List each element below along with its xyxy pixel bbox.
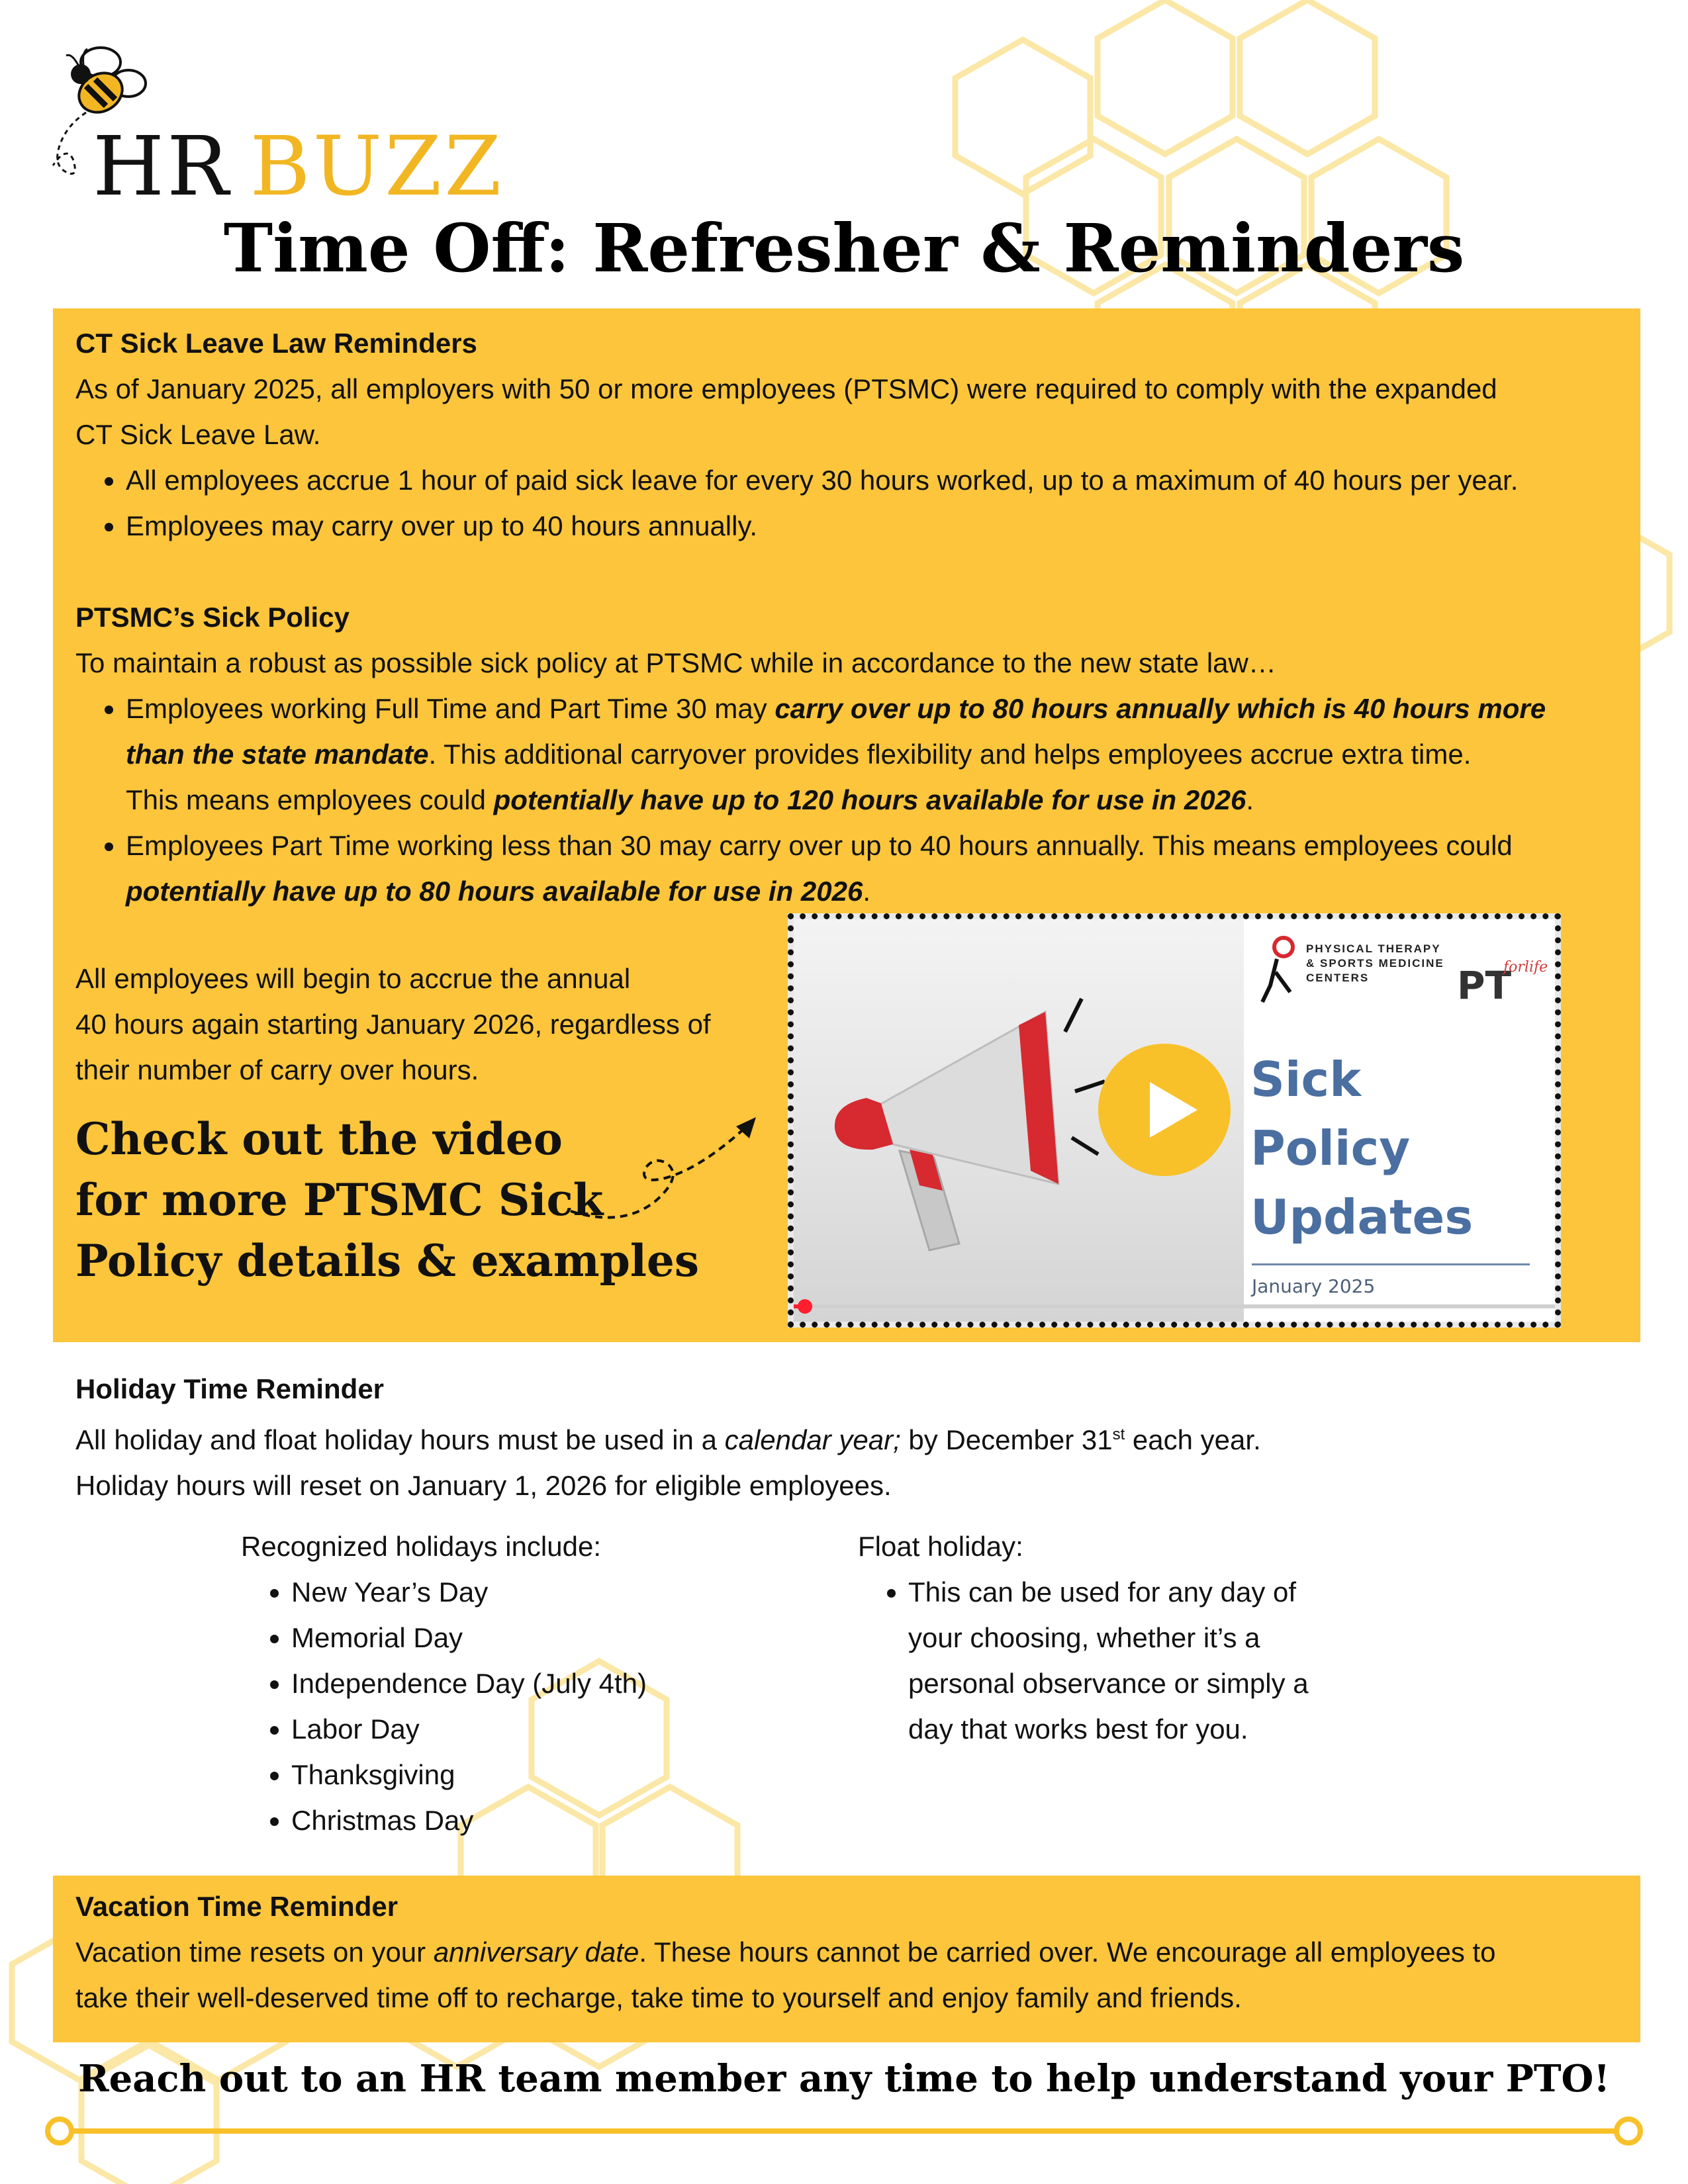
ct-sick-leave-intro-1: As of January 2025, all employers with 50 or more employees (PTSMC) were required to comply with the expanded — [75, 373, 1497, 404]
bullet-text: Employees Part Time working less than 30 may carry over up to 40 hours annually. This means employees could — [126, 830, 1513, 861]
list-item: • Independence Day (July 4th) — [291, 1661, 810, 1706]
recognized-holidays-list — [241, 1569, 810, 1843]
logo-hr: HR — [93, 119, 232, 214]
megaphone-icon — [820, 992, 1111, 1257]
recognized-holidays — [241, 1524, 810, 1843]
holiday-heading: Holiday Time Reminder — [75, 1373, 385, 1404]
divider — [1252, 1263, 1530, 1265]
ct-sick-leave-intro-2: CT Sick Leave Law. — [75, 419, 321, 450]
list-item: • Christmas Day — [291, 1797, 810, 1843]
ct-sick-leave-section — [75, 320, 1624, 914]
bullet-emphasis: than the state mandate — [126, 739, 429, 770]
bullet-emphasis: carry over up to 80 hours annually which is 40 hours more — [774, 693, 1546, 724]
float-holiday-list — [858, 1569, 1454, 1752]
org-line: & SPORTS MEDICINE — [1306, 957, 1444, 970]
float-holiday-heading: Float holiday: — [858, 1531, 1023, 1562]
float-line: personal observance or simply a — [908, 1668, 1309, 1699]
holiday-ordinal: st — [1112, 1426, 1125, 1443]
video-progress-track[interactable] — [794, 1304, 1555, 1308]
bullet-text: . — [863, 876, 871, 907]
vacation-emphasis: anniversary date — [433, 1936, 639, 1968]
float-line: your choosing, whether it’s a — [908, 1622, 1260, 1653]
recognized-holidays-heading: Recognized holidays include: — [241, 1531, 602, 1562]
vacation-heading: Vacation Time Reminder — [75, 1891, 399, 1922]
video-date: January 2025 — [1252, 1275, 1376, 1297]
list-item: • New Year’s Day — [291, 1569, 810, 1615]
video-heading-line: Updates — [1250, 1189, 1474, 1245]
list-item: • Labor Day — [291, 1706, 810, 1752]
bullet-text: Employees working Full Time and Part Time 30 may — [126, 693, 775, 724]
accrual-line: 40 hours again starting January 2026, regardless of — [75, 1009, 711, 1040]
float-line: This can be used for any day of — [908, 1576, 1297, 1608]
list-item — [126, 686, 1624, 823]
vacation-text: . These hours cannot be carried over. We encourage all employees to — [639, 1936, 1496, 1968]
honeycomb-hex — [1098, 0, 1233, 154]
footer-message: Reach out to an HR team member any time to help understand your PTO! — [78, 2057, 1610, 2101]
vacation-section — [75, 1884, 1624, 2021]
accrual-line: All employees will begin to accrue the annual — [75, 963, 631, 994]
logo-buzz: BUZZ — [250, 119, 504, 214]
play-button[interactable] — [1098, 1044, 1231, 1176]
holiday-emphasis: calendar year; — [724, 1424, 901, 1455]
video-title-card — [1244, 919, 1555, 1322]
list-item — [908, 1569, 1454, 1752]
video-org-name — [1306, 942, 1444, 985]
vacation-line-2: take their well-deserved time off to recharge, take time to yourself and enjoy family and friends. — [75, 1982, 1242, 2013]
list-item — [126, 823, 1624, 914]
play-icon — [1098, 1044, 1231, 1176]
video-heading — [1250, 1045, 1473, 1251]
ptsmc-sick-policy-bullets — [75, 686, 1624, 914]
ct-sick-leave-bullets — [75, 457, 1624, 549]
bullet-text: . — [1246, 784, 1254, 815]
holiday-text: All holiday and float holiday hours must be used in a — [75, 1424, 725, 1455]
list-item: • All employees accrue 1 hour of paid sick leave for every 30 hours worked, up to a maximum of 40 hours per year. — [126, 457, 1624, 503]
ptsmc-sick-policy-heading: PTSMC’s Sick Policy — [75, 602, 350, 633]
accrual-note — [75, 956, 777, 1093]
footer-divider — [40, 2111, 1648, 2151]
cta-line: Check out the video — [75, 1113, 563, 1165]
float-holiday — [858, 1524, 1454, 1752]
holiday-line-2: Holiday hours will reset on January 1, 2026 for eligible employees. — [75, 1470, 892, 1501]
pt-logo: PT — [1457, 963, 1512, 1008]
bullet-text: This means employees could — [126, 784, 494, 815]
cta-line: Policy details & examples — [75, 1235, 700, 1287]
holiday-text: by December 31 — [900, 1424, 1113, 1455]
page-title: Time Off: Refresher & Reminders — [223, 209, 1465, 287]
accrual-line: their number of carry over hours. — [75, 1054, 479, 1085]
vacation-line-1 — [75, 1929, 1624, 1975]
video-scrubber-handle[interactable] — [798, 1299, 812, 1314]
list-item: • Thanksgiving — [291, 1752, 810, 1797]
float-line: day that works best for you. — [908, 1713, 1248, 1745]
cta-line: for more PTSMC Sick — [75, 1174, 604, 1226]
list-item: • Employees may carry over up to 40 hours annually. — [126, 503, 1624, 549]
spacer — [75, 549, 1624, 594]
for-life-logo: forlife — [1503, 959, 1548, 976]
video-player[interactable] — [788, 913, 1561, 1328]
video-heading-line: Sick — [1250, 1052, 1362, 1107]
list-item: • Memorial Day — [291, 1615, 810, 1661]
video-heading-line: Policy — [1250, 1120, 1411, 1176]
holiday-text: each year. — [1125, 1424, 1261, 1455]
ct-sick-leave-heading: CT Sick Leave Law Reminders — [75, 328, 477, 359]
ptsmc-logo-icon — [1257, 933, 1303, 1005]
holiday-line-1 — [75, 1412, 1624, 1463]
honeycomb-hex — [955, 40, 1090, 194]
holiday-section — [75, 1366, 1624, 1508]
vacation-text: Vacation time resets on your — [75, 1936, 434, 1968]
honeycomb-hex — [1240, 0, 1375, 154]
ptsmc-sick-policy-intro: To maintain a robust as possible sick policy at PTSMC while in accordance to the new state law… — [75, 647, 1276, 678]
bullet-text: . This additional carryover provides flexibility and helps employees accrue extra time. — [428, 739, 1472, 770]
bullet-emphasis: potentially have up to 80 hours available for use in 2026 — [126, 876, 863, 907]
org-line: PHYSICAL THERAPY — [1306, 942, 1441, 955]
dashed-arrow-icon — [569, 1112, 761, 1224]
org-line: CENTERS — [1306, 972, 1370, 984]
hr-buzz-logo — [93, 119, 504, 214]
bullet-emphasis: potentially have up to 120 hours available for use in 2026 — [493, 784, 1246, 815]
